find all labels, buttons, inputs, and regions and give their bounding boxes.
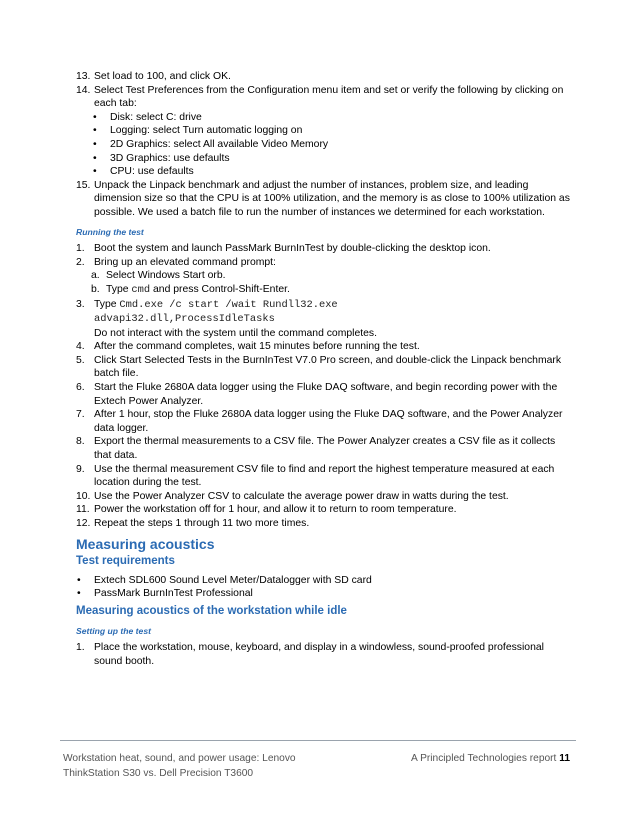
- list-item: 2. Bring up an elevated command prompt:: [76, 256, 276, 268]
- acoustics-heading: Measuring acoustics: [76, 535, 215, 552]
- code-command-line-1: Cmd.exe /c start /wait Rundll32.exe: [119, 298, 338, 311]
- list-item: 11. Power the workstation off for 1 hour, and allow it to return to room temperature.: [76, 504, 457, 516]
- code-command-line-2: advapi32.dll,ProcessIdleTasks: [94, 313, 275, 326]
- list-item: 6. Start the Fluke 2680A data logger using the Fluke DAQ software, and begin recording power with the Extech Power Analyzer.: [76, 382, 558, 407]
- bullet-icon: •: [77, 588, 81, 600]
- test-requirements-list: [76, 574, 572, 601]
- list-item: • 2D Graphics: select All available Video Memory: [93, 138, 329, 150]
- list-item: • PassMark BurnInTest Professional: [77, 588, 253, 600]
- bullet-icon: •: [93, 111, 97, 123]
- list-item: 12. Repeat the steps 1 through 11 two more times.: [76, 518, 310, 529]
- idle-heading: Measuring acoustics of the workstation while idle: [76, 604, 347, 617]
- footer-report: A Principled Technologies report 11: [411, 753, 570, 764]
- page-number: 11: [559, 753, 570, 764]
- tab-bullet-list: [76, 111, 572, 179]
- bullet-icon: •: [93, 152, 97, 164]
- list-item: • Disk: select C: drive: [93, 111, 202, 123]
- document-content: [76, 70, 572, 668]
- list-item: • Extech SDL600 Sound Level Meter/Datalogger with SD card: [77, 574, 372, 586]
- page-footer: [60, 740, 576, 779]
- list-item: • 3D Graphics: use defaults: [93, 152, 230, 164]
- list-item: 15. Unpack the Linpack benchmark and adjust the number of instances, problem size, and leading dimension size so that the CPU is at 100% utilization, and the memory is as close to 100% utilization as possible. We used a batch file to run the number of instances we determined for each workstation.: [76, 179, 570, 218]
- list-item: 14. Select Test Preferences from the Configuration menu item and set or verify the following by clicking on each tab:: [76, 84, 564, 110]
- list-item: 4. After the command completes, wait 15 minutes before running the test.: [76, 341, 420, 353]
- list-item: 7. After 1 hour, stop the Fluke 2680A data logger using the Fluke DAQ software, and the Power Analyzer data logger.: [76, 409, 563, 434]
- running-test-heading: Running the test: [76, 226, 144, 237]
- list-item: 3. Type Cmd.exe /c start /wait Rundll32.exe advapi32.dll,ProcessIdleTasks Do not interact with the system until the command completes.: [76, 298, 377, 339]
- list-item: 5. Click Start Selected Tests in the BurnInTest V7.0 Pro screen, and double-click the Linpack benchmark batch file.: [76, 354, 562, 380]
- list-item: 10. Use the Power Analyzer CSV to calculate the average power draw in watts during the test.: [76, 490, 509, 502]
- list-item: 8. Export the thermal measurements to a CSV file. The Power Analyzer creates a CSV file as it collects that data.: [76, 436, 556, 462]
- running-test-steps: [76, 242, 572, 530]
- steps-continued-list: [76, 70, 572, 111]
- list-item: 1. Place the workstation, mouse, keyboard, and display in a windowless, sound-proofed professional sound booth.: [76, 642, 544, 667]
- list-item: 13. Set load to 100, and click OK.: [76, 71, 231, 82]
- list-item: 9. Use the thermal measurement CSV file to find and report the highest temperature measured at each location during the test.: [76, 463, 555, 489]
- code-cmd: cmd: [131, 283, 151, 296]
- bullet-icon: •: [93, 138, 97, 150]
- list-item: 1. Boot the system and launch PassMark BurnInTest by double-clicking the desktop icon.: [76, 243, 491, 255]
- bullet-icon: •: [93, 125, 97, 137]
- list-item: a. Select Windows Start orb.: [91, 270, 226, 282]
- setup-heading: Setting up the test: [76, 625, 151, 636]
- list-item: • Logging: select Turn automatic logging on: [93, 125, 303, 137]
- test-requirements-heading: Test requirements: [76, 555, 175, 568]
- list-item: • CPU: use defaults: [93, 166, 194, 178]
- list-item: b. Type cmd and press Control-Shift-Enter.: [91, 283, 290, 296]
- bullet-icon: •: [93, 166, 97, 178]
- bullet-icon: •: [77, 574, 81, 586]
- footer-title: Workstation heat, sound, and power usage: Lenovo ThinkStation S30 vs. Dell Precision T3600: [63, 753, 296, 779]
- setup-steps: [76, 641, 572, 668]
- step-15-list: [76, 179, 572, 220]
